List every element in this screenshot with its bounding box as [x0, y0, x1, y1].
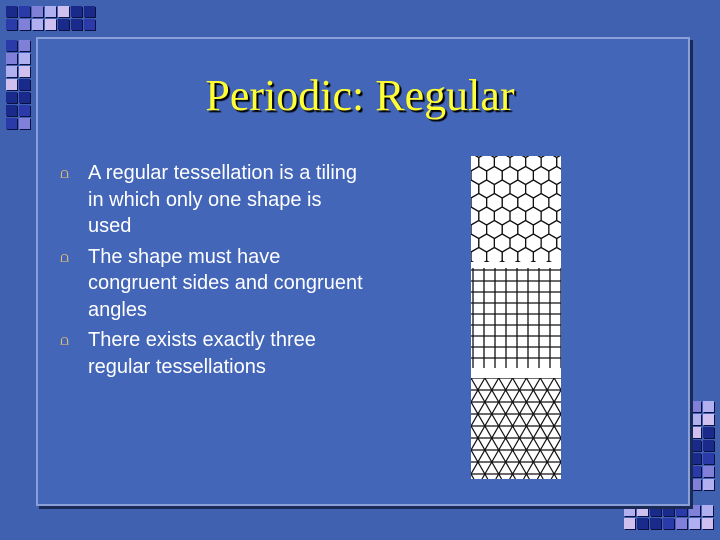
- bullet-item: [60, 160, 370, 240]
- decorative-square: [624, 505, 635, 516]
- decorative-square: [703, 479, 714, 490]
- decorative-square: [58, 6, 69, 17]
- bullet-text: The shape must have congruent sides and congruent angles: [88, 245, 363, 321]
- decorative-square: [19, 40, 30, 51]
- square-tiling: [471, 268, 561, 368]
- decorative-square: [84, 6, 95, 17]
- ribbon-bullet-icon: ⩍: [60, 165, 70, 181]
- decorative-square: [702, 505, 713, 516]
- decorative-square: [32, 6, 43, 17]
- decorative-square: [663, 518, 674, 529]
- tessellation-figure: [471, 156, 561, 479]
- decorative-square: [624, 518, 635, 529]
- decorative-square: [690, 427, 701, 438]
- decorative-square: [676, 505, 687, 516]
- decorative-square: [676, 518, 687, 529]
- hexagon-tiling: [471, 156, 561, 279]
- decorative-square: [6, 19, 17, 30]
- decorative-square: [19, 6, 30, 17]
- decorative-square: [45, 6, 56, 17]
- decorative-square: [45, 19, 56, 30]
- ribbon-bullet-icon: ⩍: [60, 248, 70, 265]
- decorative-square: [690, 466, 701, 477]
- decorative-square: [32, 19, 43, 30]
- decorative-square: [690, 414, 701, 425]
- ribbon-bullet-icon: ⩍: [60, 332, 70, 348]
- decorative-square: [6, 6, 17, 17]
- decorative-square: [703, 427, 714, 438]
- bullet-text: There exists exactly three regular tessellations: [88, 329, 316, 378]
- decorative-square: [663, 505, 674, 516]
- decorative-square: [689, 518, 700, 529]
- decorative-square: [58, 19, 69, 30]
- decorative-square: [703, 440, 714, 451]
- decorative-square: [690, 440, 701, 451]
- decorative-square: [19, 19, 30, 30]
- decorative-square: [702, 518, 713, 529]
- decorative-square: [703, 453, 714, 464]
- decorative-square: [690, 401, 701, 412]
- decorative-square: [71, 6, 82, 17]
- decorative-square: [84, 19, 95, 30]
- decorative-square: [71, 19, 82, 30]
- decorative-square: [690, 453, 701, 464]
- bullet-list: [60, 160, 370, 384]
- decorative-square: [650, 518, 661, 529]
- decorative-square: [703, 466, 714, 477]
- slide-title: Periodic: Regular: [205, 71, 515, 120]
- decorative-square: [703, 414, 714, 425]
- decorative-square: [6, 40, 17, 51]
- triangle-tiling: [471, 378, 561, 479]
- decorative-square: [637, 505, 648, 516]
- decorative-square: [703, 401, 714, 412]
- decorative-square: [690, 479, 701, 490]
- decorative-square: [637, 518, 648, 529]
- decorative-square: [19, 53, 30, 64]
- decorative-square: [650, 505, 661, 516]
- bullet-item: [60, 244, 370, 324]
- decorative-square: [689, 505, 700, 516]
- bullet-text: A regular tessellation is a tiling in which only one shape is used: [88, 162, 358, 237]
- decorative-square: [6, 53, 17, 64]
- bullet-item: [60, 327, 370, 380]
